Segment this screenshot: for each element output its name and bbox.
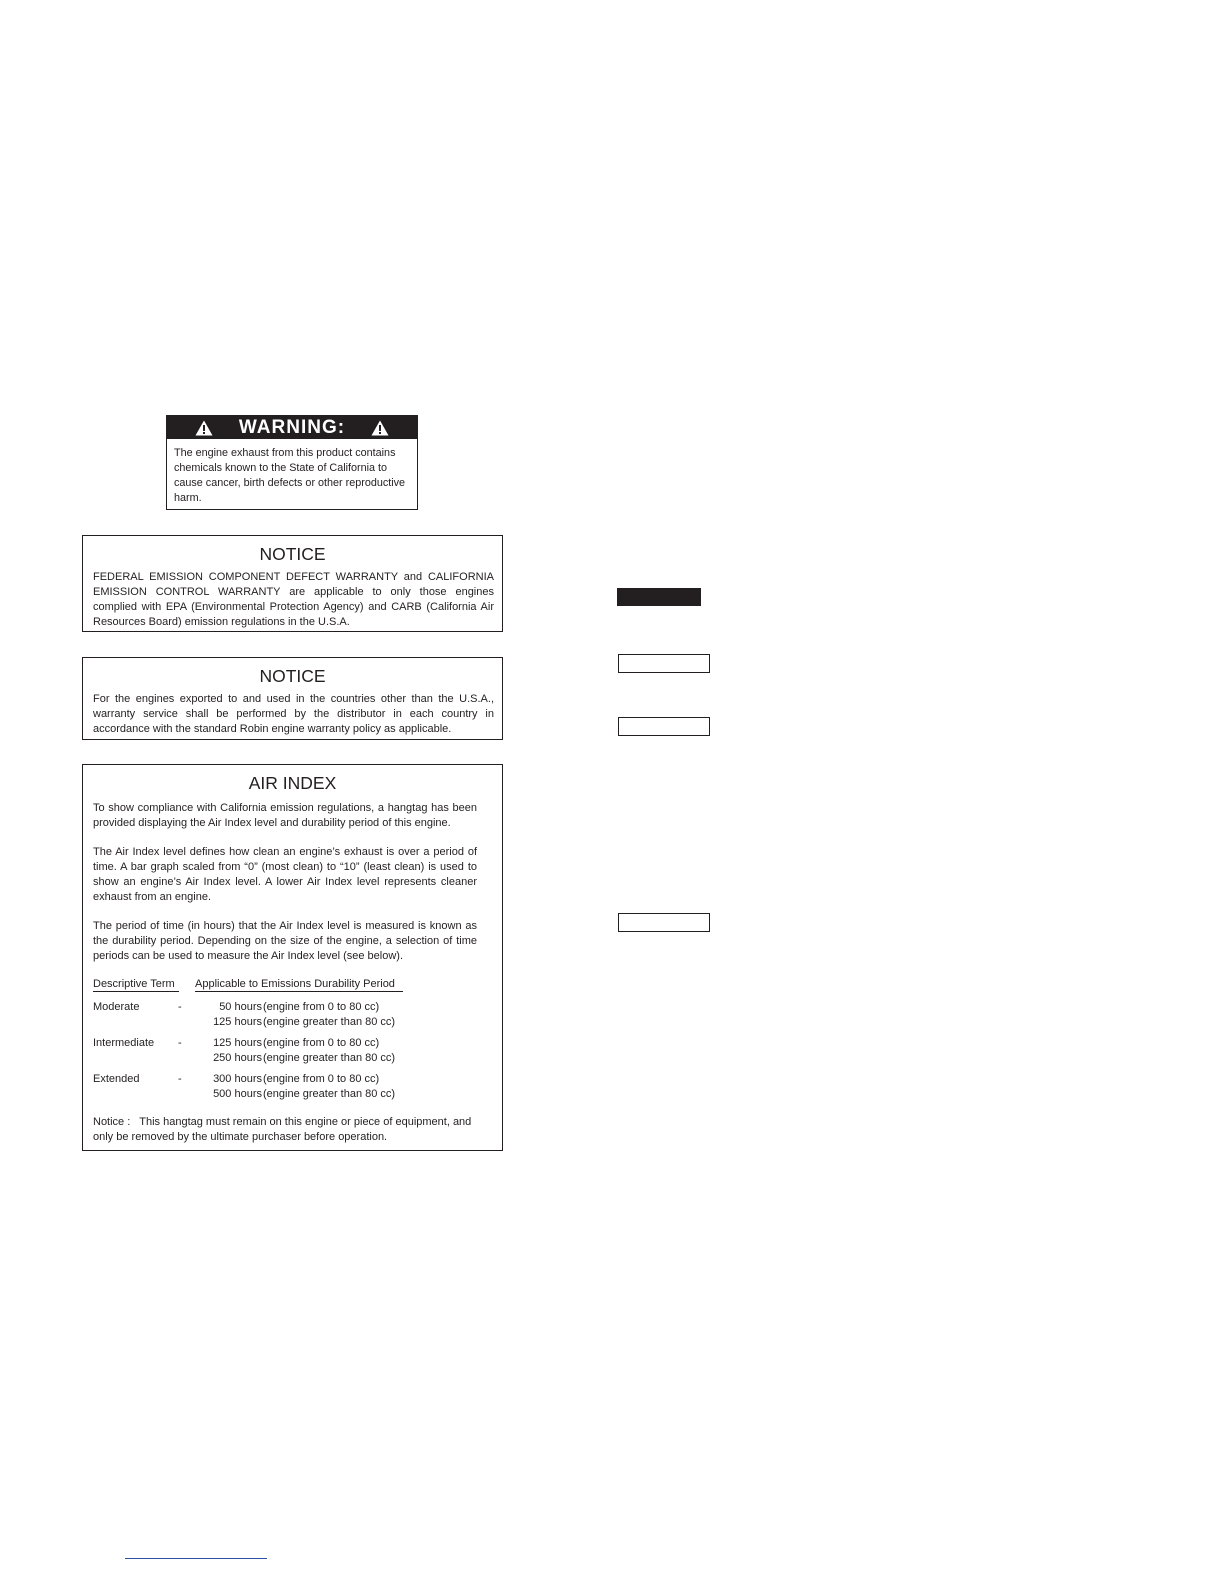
warning-triangle-icon (371, 420, 389, 436)
air-index-paragraph: The period of time (in hours) that the Air Index level is measured is known as the durability period. Depending on the size of the engine, a selection of time periods can be used to measure the Air Index level (see below). (93, 920, 477, 962)
row-desc: (engine greater than 80 cc) (263, 1052, 396, 1064)
row-hours: 500 hours (213, 1088, 262, 1100)
row-dash: - (178, 1037, 182, 1049)
notice-federal-warranty (82, 535, 503, 632)
warning-triangle-icon (195, 420, 213, 436)
outlined-label-box (618, 717, 710, 736)
row-desc: (engine greater than 80 cc) (263, 1088, 396, 1100)
warning-header (167, 416, 417, 439)
notice-export-warranty (82, 657, 503, 740)
row-hours: 125 hours (213, 1016, 262, 1028)
outlined-label-box (618, 654, 710, 673)
warning-label (166, 415, 418, 510)
notice-title: NOTICE (259, 666, 326, 686)
row-desc: (engine from 0 to 80 cc) (263, 1073, 380, 1085)
row-hours: 250 hours (213, 1052, 262, 1064)
row-hours: 125 hours (213, 1037, 262, 1049)
hangtag-notice: Notice : This hangtag must remain on this engine or piece of equipment, and only be removed by the ultimate purchaser before operation. (93, 1116, 475, 1143)
air-index-title: AIR INDEX (248, 773, 337, 793)
notice-text: For the engines exported to and used in the countries other than the U.S.A., warranty service shall be performed by the distributor in each country in accordance with the standard Robin engine warranty policy as applicable. (93, 693, 494, 735)
row-term: Intermediate (93, 1037, 155, 1049)
row-term: Moderate (93, 1001, 140, 1013)
air-index-paragraph: The Air Index level defines how clean an engine’s exhaust is over a period of time. A bar graph scaled from “0” (most clean) to “10” (least clean) is used to show an engine’s Air Index level. A lower Air Index level represents cleaner exhaust from an engine. (93, 846, 477, 903)
air-index-paragraph: To show compliance with California emission regulations, a hangtag has been provided displaying the Air Index level and durability period of this engine. (93, 802, 477, 829)
outlined-label-box (618, 913, 710, 932)
row-desc: (engine from 0 to 80 cc) (263, 1001, 380, 1013)
warning-title: WARNING: (238, 416, 346, 438)
row-dash: - (178, 1001, 182, 1013)
table-header-period: Applicable to Emissions Durability Period (195, 978, 403, 992)
row-hours: 300 hours (213, 1073, 262, 1085)
row-term: Extended (93, 1073, 140, 1085)
row-desc: (engine from 0 to 80 cc) (263, 1037, 380, 1049)
row-dash: - (178, 1073, 182, 1085)
table-header-term: Descriptive Term (93, 978, 179, 992)
notice-title: NOTICE (259, 544, 326, 564)
row-desc: (engine greater than 80 cc) (263, 1016, 396, 1028)
warning-text: The engine exhaust from this product contains chemicals known to the State of California to cause cancer, birth defects or other reproductive harm. (174, 447, 406, 504)
footnote-rule (125, 1558, 267, 1559)
filled-label-bar (617, 588, 701, 606)
notice-text: FEDERAL EMISSION COMPONENT DEFECT WARRANTY and CALIFORNIA EMISSION CONTROL WARRANTY are applicable to only those engines complied with EPA (Environmental Protection Agency) and CARB (California Air Resources Board) emission regulations in the U.S.A. (93, 571, 494, 628)
row-hours: 50 hours (219, 1001, 262, 1013)
air-index-box (82, 764, 503, 1151)
